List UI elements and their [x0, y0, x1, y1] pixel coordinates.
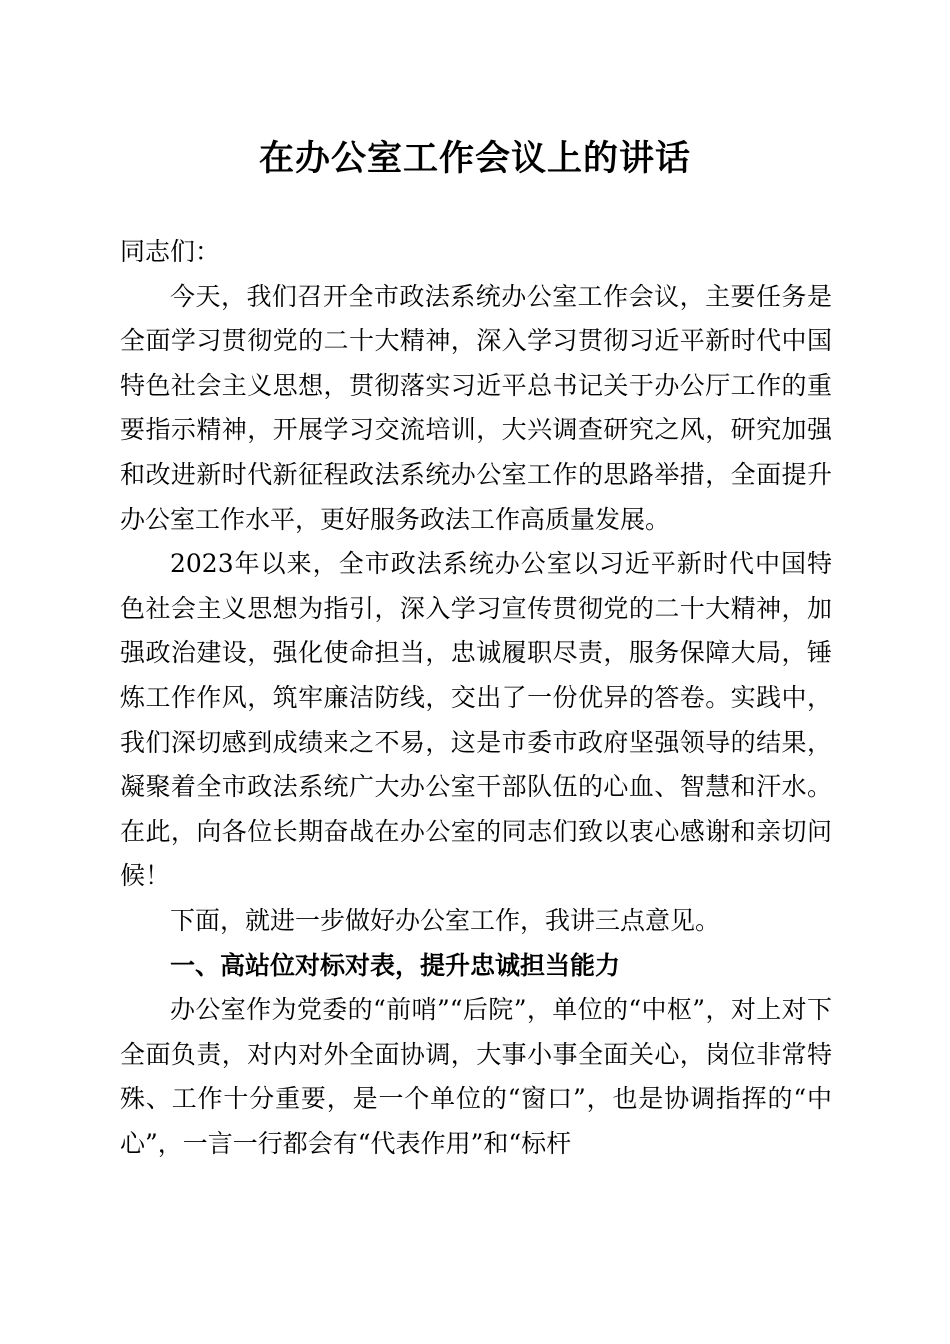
paragraph-achievements: 2023年以来，全市政法系统办公室以习近平新时代中国特色社会主义思想为指引，深入学习宣传贯彻党的二十大精神，加强政治建设，强化使命担当，忠诚履职尽责，服务保障大局，锤炼工作作风，筑牢廉洁防线，交出了一份优异的答卷。实践中，我们深切感到成绩来之不易，这是市委市政府坚强领导的结果，凝聚着全市政法系统广大办公室干部队伍的心血、智慧和汗水。在此，向各位长期奋战在办公室的同志们致以衷心感谢和亲切问候！	[120, 549, 832, 891]
document-body	[120, 230, 832, 1166]
paragraph-transition: 下面，就进一步做好办公室工作，我讲三点意见。	[170, 905, 721, 935]
document-title: 在办公室工作会议上的讲话	[258, 138, 691, 179]
paragraph-section-one: 办公室作为党委的“前哨”“后院”，单位的“中枢”，对上对下全面负责，对内对外全面协调，大事小事全面关心，岗位非常特殊、工作十分重要，是一个单位的“窗口”，也是协调指挥的“中心”，一言一行都会有“代表作用”和“标杆	[120, 995, 832, 1158]
paragraph-intro: 今天，我们召开全市政法系统办公室工作会议，主要任务是全面学习贯彻党的二十大精神，深入学习贯彻习近平新时代中国特色社会主义思想，贯彻落实习近平总书记关于办公厅工作的重要指示精神，开展学习交流培训，大兴调查研究之风，研究加强和改进新时代新征程政法系统办公室工作的思路举措，全面提升办公室工作水平，更好服务政法工作高质量发展。	[120, 281, 832, 534]
salutation: 同志们：	[120, 237, 221, 266]
section-heading: 一、高站位对标对表，提升忠诚担当能力	[170, 950, 621, 980]
